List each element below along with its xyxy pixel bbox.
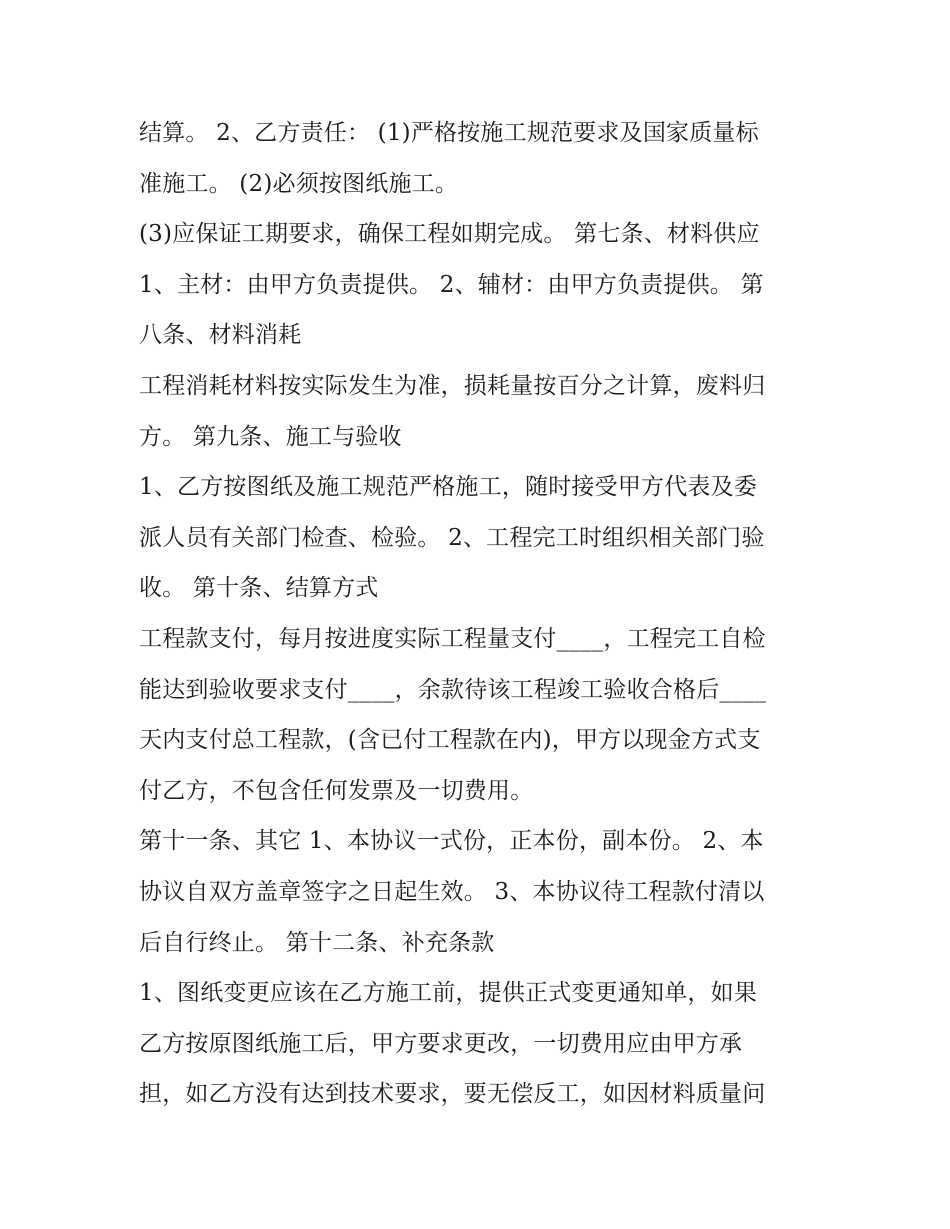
contract-text-body xyxy=(139,108,829,1120)
text-line: 工程消耗材料按实际发生为准，损耗量按百分之计算，废料归 xyxy=(139,372,766,399)
text-line: 担，如乙方没有达到技术要求，要无偿反工，如因材料质量问 xyxy=(139,1081,766,1108)
text-line: 1、乙方按图纸及施工规范严格施工，随时接受甲方代表及委 xyxy=(139,474,758,501)
text-line: 天内支付总工程款，(含已付工程款在内)，甲方以现金方式支 xyxy=(139,727,761,754)
text-line: 方。 第九条、施工与验收 xyxy=(139,423,402,450)
text-line: 派人员有关部门检查、检验。 2、工程完工时组织相关部门验 xyxy=(139,524,765,551)
text-line: 准施工。 (2)必须按图纸施工。 xyxy=(139,170,459,197)
text-line: 1、图纸变更应该在乙方施工前，提供正式变更通知单，如果 xyxy=(139,980,758,1007)
text-line: (3)应保证工期要求，确保工程如期完成。 第七条、材料供应 xyxy=(139,221,760,248)
text-line: 八条、材料消耗 xyxy=(139,322,302,349)
text-line: 结算。 2、乙方责任： (1)严格按施工规范要求及国家质量标 xyxy=(139,120,759,146)
text-line: 1、主材：由甲方负责提供。 2、辅材：由甲方负责提供。 第 xyxy=(139,271,764,298)
text-line: 后自行终止。 第十二条、补充条款 xyxy=(139,929,495,956)
text-line: 第十一条、其它 1、本协议一式份，正本份，副本份。 2、本 xyxy=(139,828,764,855)
text-line: 工程款支付，每月按进度实际工程量支付____，工程完工自检 xyxy=(139,625,766,652)
text-line: 乙方按原图纸施工后，甲方要求更改，一切费用应由甲方承 xyxy=(139,1030,743,1057)
text-line: 能达到验收要求支付____，余款待该工程竣工验收合格后____ xyxy=(139,676,767,703)
text-line: 协议自双方盖章签字之日起生效。 3、本协议待工程款付清以 xyxy=(139,878,765,905)
text-line: 付乙方，不包含任何发票及一切费用。 xyxy=(139,777,534,804)
text-line: 收。 第十条、结算方式 xyxy=(139,575,379,602)
